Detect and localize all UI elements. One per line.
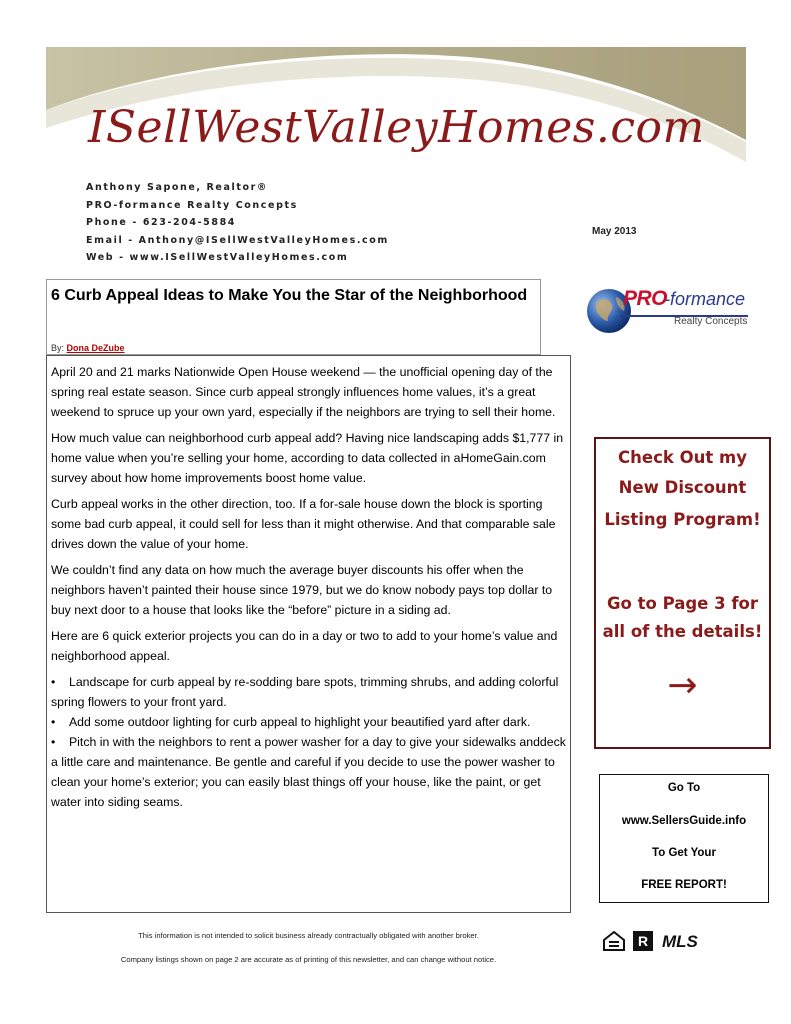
article-paragraph: How much value can neighborhood curb appeal add? Having nice landscaping adds $1,777 in home value when you’re selling your home, according to data collected in aHomeGain.com survey about how home improvements boost home value. [51,431,564,485]
promo-line: all of the details! [602,622,763,641]
equal-housing-icon [602,930,626,952]
footer-disclaimer: This information is not intended to solicit business already contractually obligated with another broker. [138,931,479,940]
brokerage-name: PRO-formance Realty Concepts [86,199,298,211]
guide-url[interactable]: www.SellersGuide.info [621,815,747,827]
promo-line: Listing Program! [604,510,761,529]
guide-line: Go To [667,782,701,794]
article-title-box [46,279,541,355]
list-item: • Pitch in with the neighbors to rent a power washer for a day to give your sidewalks anddeck a little care and maintenance. Be gentle and careful if you decide to use the power washer to clean your home’s exterior; you can easily blast things off your house, like the paint, or get water into siding seams. [51,735,566,809]
proformance-logo [586,285,748,337]
phone-line: Phone - 623-204-5884 [86,217,237,228]
article-body [46,355,571,913]
promo-line: Go to Page 3 for [607,594,758,613]
compliance-badges [602,928,722,954]
list-item: • Landscape for curb appeal by re-sodding bare spots, trimming shrubs, and adding colorful spring flowers to your front yard. [51,675,559,709]
promo-line: New Discount [618,478,747,497]
guide-line: To Get Your [652,847,716,859]
article-paragraph: Here are 6 quick exterior projects you can do in a day or two to add to your home’s value and neighborhood appeal. [51,629,558,663]
site-title[interactable]: ISellWestValleyHomes.com [88,102,705,153]
article-paragraph: Curb appeal works in the other direction, too. If a for-sale house down the block is sporting some bad curb appeal, it could sell for less than it might otherwise. And that comparable sale drives down the value of your home. [51,497,556,551]
bullet-icon: • [51,735,69,749]
byline-prefix: By: [51,343,65,353]
tips-list [51,672,566,812]
guide-line: FREE REPORT! [641,879,727,891]
bullet-icon: • [51,715,69,729]
article-paragraph: April 20 and 21 marks Nationwide Open House weekend — the unofficial opening day of the spring real estate season. Since curb appeal strongly influences home values, it’s a great weekend to spruce up your own yard, especially if the neighbors are trying to sell their home. [51,365,556,419]
sellers-guide-box[interactable] [599,774,769,903]
right-arrow-icon: → [667,665,698,706]
email-line[interactable]: Email - Anthony@ISellWestValleyHomes.com [86,234,389,246]
article-byline [51,343,125,353]
promo-line: Check Out my [618,448,747,467]
mls-logo: MLS [662,932,698,951]
issue-date: May 2013 [592,226,637,237]
logo-pro-text: PRO [623,287,668,310]
agent-name: Anthony Sapone, Realtor® [86,182,268,193]
realtor-icon [632,930,654,952]
agent-contact-block [86,179,389,267]
author-link[interactable]: Dona DeZube [66,343,125,353]
logo-realty-concepts: Realty Concepts [674,316,748,327]
article-paragraph: We couldn’t find any data on how much the average buyer discounts his offer when the neighbors haven’t painted their house since 1979, but we do know nobody pays top dollar to buy next door to a house that looks like the “before” picture in a siding ad. [51,563,553,617]
web-line[interactable]: Web - www.ISellWestValleyHomes.com [86,252,349,263]
svg-text:R: R [637,933,649,949]
discount-promo-box[interactable] [594,437,771,749]
bullet-icon: • [51,675,69,689]
footer-disclaimer: Company listings shown on page 2 are accurate as of printing of this newsletter, and can change without notice. [120,955,497,964]
logo-formance-text: -formance [664,289,746,309]
list-item: • Add some outdoor lighting for curb appeal to highlight your beautified yard after dark. [51,715,531,729]
article-headline: 6 Curb Appeal Ideas to Make You the Star of the Neighborhood [51,287,528,304]
